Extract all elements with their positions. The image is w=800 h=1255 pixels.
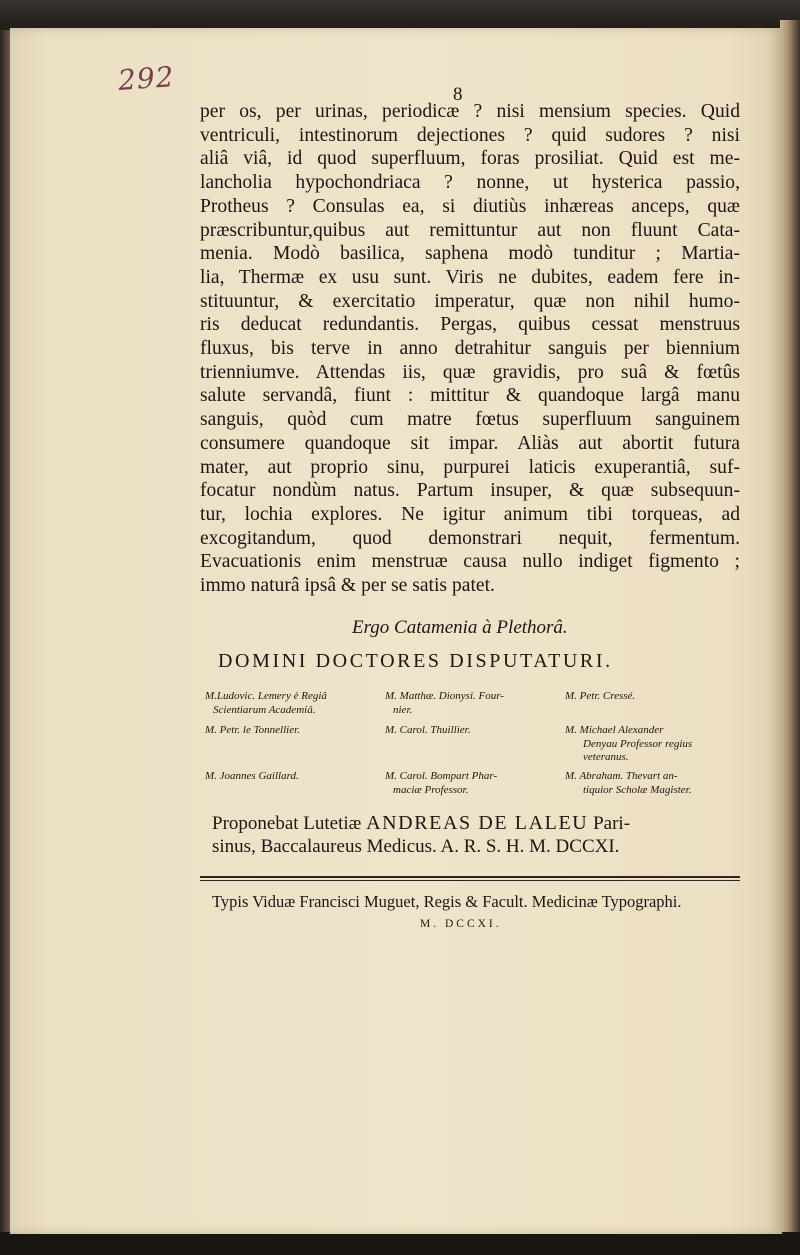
doctor-line: Scientiarum Academiâ. (213, 703, 316, 716)
doctor-line: M. Petr. le Tonnellier. (205, 724, 300, 736)
page-number: 8 (453, 84, 463, 105)
doctor-line: M. Abraham. Thevart an- (565, 770, 678, 782)
body-line: Evacuationis enim menstruæ causa nullo indiget figmento ; (200, 551, 740, 573)
body-line: tur, lochia explores. Ne igitur animum tibi torqueas, ad (200, 503, 740, 525)
body-line: menia. Modò basilica, saphena modò tunditur ; Martia- (200, 243, 740, 265)
doctor-line: Denyau Professor regius (583, 737, 693, 750)
body-line: Protheus ? Consulas ea, si diutiùs inhæreas anceps, quæ (200, 195, 740, 217)
body-line: fluxus, bis terve in anno detrahitur sanguis per biennium (200, 338, 740, 360)
doctor-line: nier. (393, 703, 413, 716)
doctor-entry (205, 724, 300, 738)
imprint-year: M. DCCXI. (420, 918, 502, 930)
conclusion-line: Ergo Catamenia à Plethorâ. (352, 617, 568, 638)
body-line: excogitandum, quod demonstrari nequit, fermentum. (200, 527, 740, 549)
body-line: focatur nondùm natus. Partum insuper, & quæ subsequun- (200, 480, 740, 502)
body-line: lancholia hypochondriaca ? nonne, ut hysterica passio, (200, 172, 740, 194)
doctor-line: M. Carol. Bompart Phar- (385, 770, 498, 782)
body-line: trienniumve. Attendas iis, quæ gravidis, pro suâ & fœtûs (200, 361, 740, 383)
doctor-line: M.Ludovic. Lemery è Regiâ (205, 690, 327, 702)
book-right-edge (780, 20, 800, 1235)
doctor-entry (565, 770, 691, 797)
body-line: ventriculi, intestinorum dejectiones ? quid sudores ? nisi (200, 124, 740, 146)
body-line: immo naturâ ipsâ & per se satis patet. (200, 575, 495, 597)
doctor-entry (565, 724, 692, 765)
divider-rule (200, 876, 740, 878)
body-line: lia, Thermæ ex usu sunt. Viris ne dubites, eadem fere in- (200, 266, 740, 288)
doctor-line: veteranus. (583, 751, 629, 763)
doctor-entry (565, 690, 635, 704)
doctor-entry (205, 690, 327, 717)
doctor-entry (205, 770, 299, 784)
printer-imprint: Typis Viduæ Francisci Muguet, Regis & Facult. Medicinæ Typographi. (212, 892, 682, 911)
doctor-line: tiquior Scholæ Magister. (583, 783, 692, 796)
doctor-entry (385, 770, 497, 797)
divider-rule-thin (200, 880, 740, 881)
body-line: consumere quandoque sit impar. Aliàs aut abortit futura (200, 432, 740, 454)
doctor-line: M. Petr. Cressé. (565, 690, 636, 702)
respondent-line-1: Proponebat Lutetiæ ANDREAS DE LALEU Pari- (212, 812, 631, 834)
body-line: sanguis, quòd cum matre fœtus superfluum sanguinem (200, 409, 740, 431)
body-line: mater, aut proprio sinu, purpurei laticis exuperantiâ, suf- (200, 456, 740, 478)
doctor-line: M. Joannes Gaillard. (205, 770, 299, 782)
doctor-entry (385, 724, 470, 738)
doctor-line: M. Michael Alexander (565, 724, 664, 736)
respondent-line (212, 812, 737, 858)
respondent-name: ANDREAS DE LALEU (366, 812, 589, 834)
respondent-line-2: sinus, Baccalaureus Medicus. A. R. S. H. M. DCCXI. (212, 836, 620, 857)
body-line: salute servandâ, fiunt : mittitur & quandoque largâ manu (200, 385, 740, 407)
doctor-entry (385, 690, 504, 717)
doctors-heading: DOMINI DOCTORES DISPUTATURI. (218, 650, 613, 672)
handwritten-folio-number: 292 (116, 60, 176, 97)
doctor-line: maciæ Professor. (393, 783, 469, 796)
body-line: per os, per urinas, periodicæ ? nisi mensium species. Quid (200, 101, 740, 122)
body-line: ris deducat redundantis. Pergas, quibus cessat menstruus (200, 314, 740, 336)
scan-bottom-border (0, 1232, 800, 1255)
doctor-line: M. Carol. Thuillier. (385, 724, 471, 736)
body-text (200, 100, 740, 598)
body-line: aliâ viâ, id quod superfluum, foras prosiliat. Quid est me- (200, 148, 740, 170)
doctor-line: M. Matthæ. Dionysi. Four- (385, 690, 504, 702)
body-line: præscribuntur,quibus aut remittuntur aut non fluunt Cata- (200, 219, 740, 241)
body-line: stituuntur, & exercitatio imperatur, quæ non nihil humo- (200, 290, 740, 312)
